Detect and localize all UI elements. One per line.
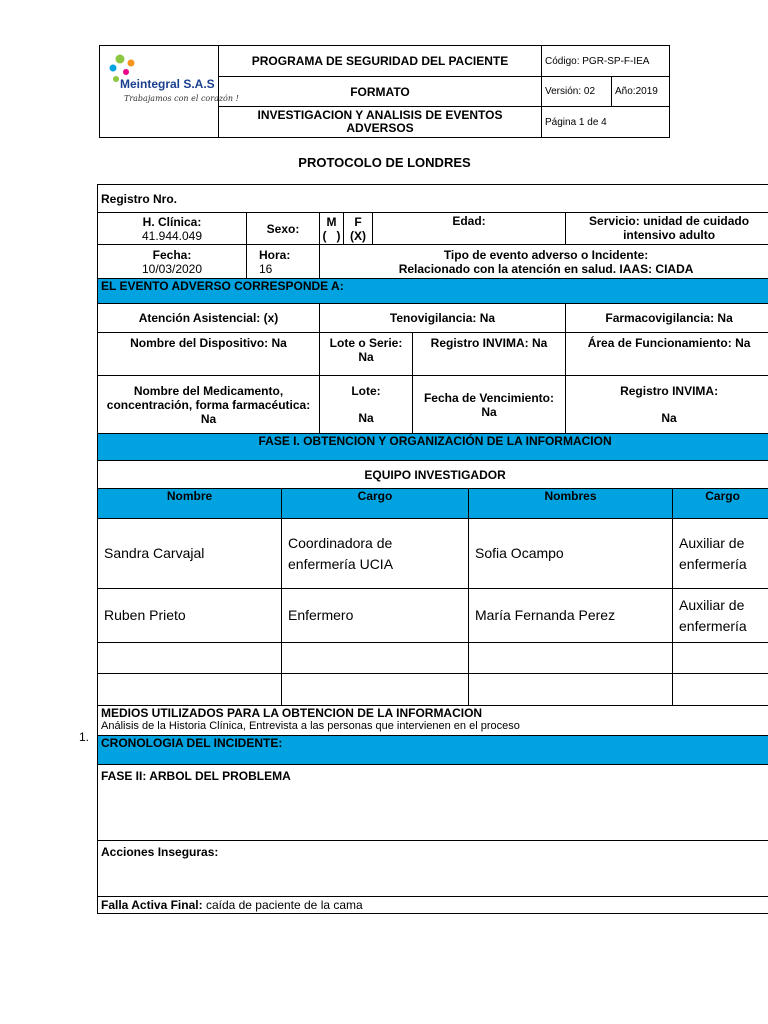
company-tagline: Trabajamos con el corazón ! <box>124 93 239 103</box>
page-title: PROTOCOLO DE LONDRES <box>298 155 471 170</box>
equipo-investigador-header: EQUIPO INVESTIGADOR <box>98 461 768 489</box>
col-cargo: Cargo <box>282 489 469 519</box>
sexo-label: Sexo: <box>247 213 320 245</box>
medios-title: MEDIOS UTILIZADOS PARA LA OBTENCION DE LA INFORMACION <box>101 706 483 720</box>
team-name-1: Sandra Carvajal <box>98 519 282 589</box>
lote-serie-cell <box>320 333 413 376</box>
vencimiento-cell <box>413 376 566 434</box>
fase-1-header: FASE I. OBTENCION Y ORGANIZACIÓN DE LA INFORMACION <box>98 434 768 461</box>
company-name: Meintegral S.A.S <box>120 76 215 91</box>
sexo-m-cell <box>320 213 344 245</box>
vencimiento-value: Na <box>481 404 497 419</box>
medios-text: Análisis de la Historia Clínica, Entrevista a las personas que intervienen en el proceso <box>101 720 520 732</box>
team-name-3: Ruben Prieto <box>98 589 282 643</box>
registro-invima-value: Na <box>661 411 677 425</box>
acciones-inseguras-field: Acciones Inseguras: <box>98 841 768 897</box>
medios-cell <box>98 706 768 736</box>
format-label: FORMATO <box>219 77 542 107</box>
incident-form <box>97 184 768 914</box>
col-nombres: Nombres <box>469 489 673 519</box>
falla-activa-field <box>98 897 768 914</box>
sexo-f-cell <box>344 213 373 245</box>
evento-corresponde-header: EL EVENTO ADVERSO CORRESPONDE A: <box>98 279 768 304</box>
fecha-label: Fecha: <box>152 247 192 262</box>
lote-value: Na <box>358 411 374 425</box>
cronologia-header: CRONOLOGIA DEL INCIDENTE: <box>98 736 768 765</box>
table-row <box>98 674 768 706</box>
team-cargo-1: Coordinadora de enfermería UCIA <box>282 519 469 589</box>
fecha-cell <box>98 245 247 279</box>
nombre-medicamento: Nombre del Medicamento, concentración, forma farmacéutica: Na <box>98 376 320 434</box>
farmacovigilancia: Farmacovigilancia: Na <box>566 304 768 333</box>
hora-value: 16 <box>259 261 273 276</box>
lote-serie-label: Lote o Serie: <box>329 336 403 350</box>
logo-cell <box>100 46 239 138</box>
tenovigilancia: Tenovigilancia: Na <box>320 304 566 333</box>
document-header <box>99 45 670 138</box>
registro-invima-dispositivo: Registro INVIMA: Na <box>413 333 566 376</box>
year-label: Año:2019 <box>612 77 670 107</box>
company-logo <box>100 47 239 137</box>
hora-cell <box>247 245 320 279</box>
tipo-evento-label: Tipo de evento adverso o Incidente: <box>443 247 649 262</box>
table-row <box>98 519 768 589</box>
team-cargo-4: Auxiliar de enfermería <box>673 589 768 643</box>
team-cargo-3: Enfermero <box>282 589 469 643</box>
col-cargo-2: Cargo <box>673 489 768 519</box>
page-number: Página 1 de 4 <box>542 107 670 138</box>
hora-label: Hora: <box>259 247 291 262</box>
f-label: F <box>354 214 362 229</box>
historia-clinica-cell <box>98 213 247 245</box>
version-label: Versión: 02 <box>542 77 612 107</box>
hclinica-label: H. Clínica: <box>142 214 202 229</box>
falla-activa-value: caída de paciente de la cama <box>205 898 363 912</box>
tipo-evento-detalle: Relacionado con la atención en salud. IAAS: CIADA <box>398 261 694 276</box>
falla-activa-label: Falla Activa Final: <box>101 898 203 912</box>
lote-serie-value: Na <box>358 350 374 364</box>
registro-field: Registro Nro. <box>98 185 768 213</box>
document-subtitle: INVESTIGACION Y ANALISIS DE EVENTOS ADVERSOS <box>219 107 542 138</box>
table-row <box>98 589 768 643</box>
col-nombre: Nombre <box>98 489 282 519</box>
tipo-evento-cell <box>320 245 768 279</box>
servicio-field: Servicio: unidad de cuidado intensivo adulto <box>566 213 768 245</box>
fecha-value: 10/03/2020 <box>141 261 203 276</box>
nombre-dispositivo: Nombre del Dispositivo: Na <box>98 333 320 376</box>
registro-invima-label: Registro INVIMA: <box>620 384 719 398</box>
medios-list-number: 1. <box>79 730 90 744</box>
lote-cell <box>320 376 413 434</box>
table-row <box>98 643 768 674</box>
lote-label: Lote: <box>351 384 381 398</box>
m-label: M <box>326 214 337 229</box>
program-title: PROGRAMA DE SEGURIDAD DEL PACIENTE <box>219 46 542 77</box>
registro-invima-cell <box>566 376 768 434</box>
m-value: ( ) <box>322 228 341 243</box>
atencion-asistencial: Atención Asistencial: (x) <box>98 304 320 333</box>
edad-label: Edad: <box>373 213 566 245</box>
f-value: (X) <box>350 228 366 243</box>
fase-2-field: FASE II: ARBOL DEL PROBLEMA <box>98 765 768 841</box>
vencimiento-label: Fecha de Vencimiento: <box>423 390 555 405</box>
team-name-2: Sofia Ocampo <box>469 519 673 589</box>
team-name-4: María Fernanda Perez <box>469 589 673 643</box>
area-funcionamiento: Área de Funcionamiento: Na <box>566 333 768 376</box>
document-code: Código: PGR-SP-F-IEA <box>542 46 670 77</box>
hclinica-value: 41.944.049 <box>141 228 203 243</box>
team-cargo-2: Auxiliar de enfermería <box>673 519 768 589</box>
